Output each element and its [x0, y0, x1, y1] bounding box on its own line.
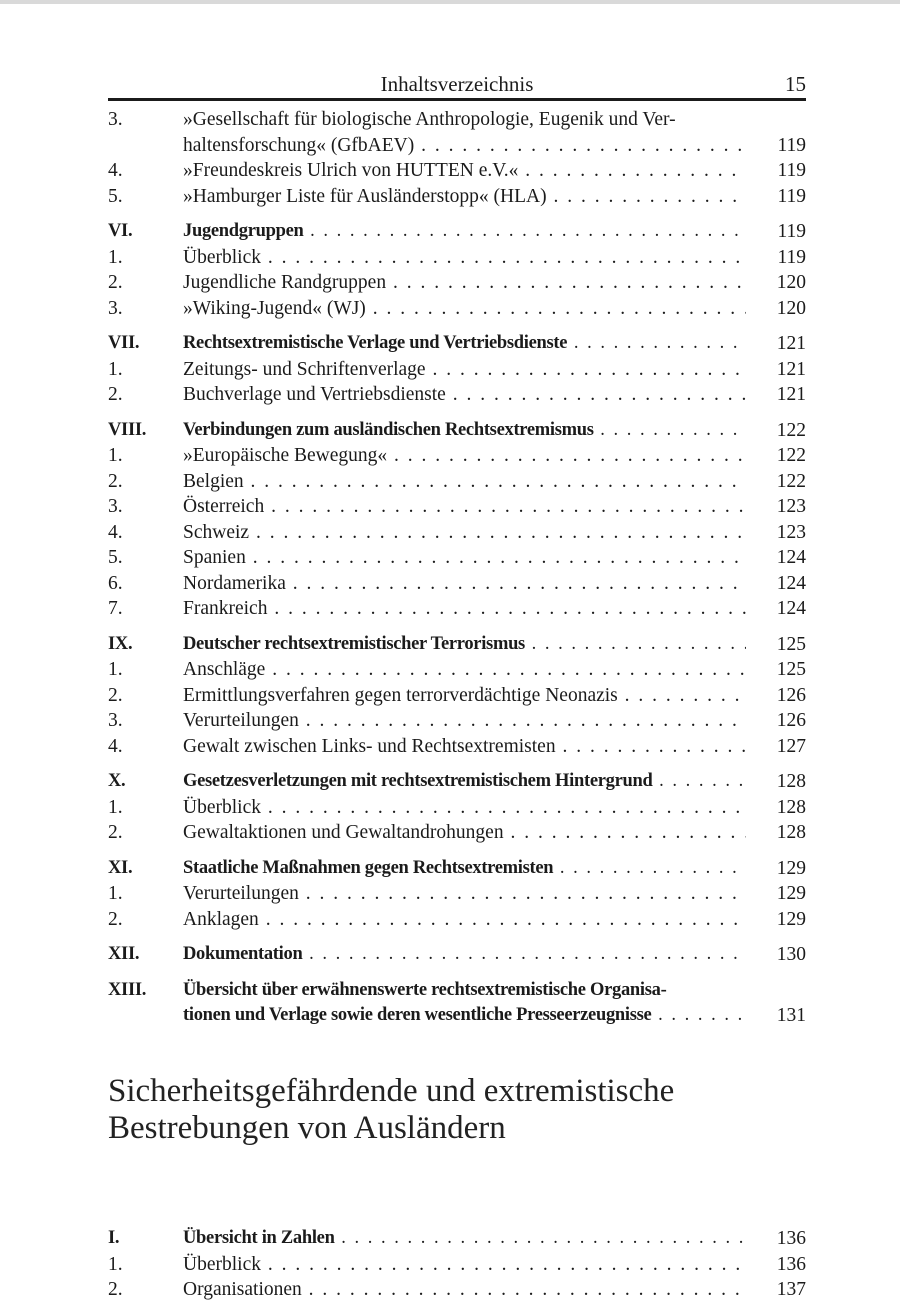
toc-entry: [108, 270, 806, 296]
toc-entry-title: Gesetzesverletzungen mit rechtsextremistischem Hintergrund . . .: [183, 769, 746, 795]
toc-entry-title: tionen und Verlage sowie deren wesentliche Presseerzeugnisse . . .: [183, 1003, 746, 1029]
toc-entry: [108, 469, 806, 495]
toc-entry-title: »Wiking-Jugend« (WJ) . . .: [183, 296, 746, 322]
toc-entry-title: Gewalt zwischen Links- und Rechtsextremisten . . .: [183, 734, 746, 760]
toc-entry-page-number: 119: [777, 160, 806, 181]
toc-entry-title: Jugendgruppen . . .: [183, 219, 746, 245]
toc-entry-title: Überblick . . .: [183, 1252, 746, 1278]
toc-entry: [108, 942, 806, 968]
toc-entry-number: 4.: [108, 160, 123, 181]
toc-entry-number: 2.: [108, 908, 123, 930]
header-rule: [108, 98, 806, 101]
toc-entry-title: Organisationen . . .: [183, 1277, 746, 1303]
toc-entry: [108, 795, 806, 821]
toc-entry-title: Österreich . . .: [183, 494, 746, 520]
toc-gap: [108, 968, 806, 978]
toc-entry-page-number: 124: [776, 547, 806, 568]
toc-entry-page-number: 119: [777, 185, 806, 207]
toc-entry-title: Verurteilungen . . .: [183, 708, 746, 734]
toc-entry-title: Verbindungen zum ausländischen Rechtsextremismus . . .: [183, 418, 746, 444]
toc-gap: [108, 209, 806, 219]
toc-entry: [108, 545, 806, 571]
toc-entry-title: Gewaltaktionen und Gewaltandrohungen . . .: [183, 820, 746, 846]
toc-entry-page-number: 125: [776, 659, 806, 680]
toc-entry-page-number: 123: [776, 521, 806, 543]
toc-entry: [108, 708, 806, 734]
toc-entry: [108, 357, 806, 383]
toc-entry-number: XI.: [108, 857, 133, 878]
toc-entry-title: Übersicht in Zahlen . . .: [183, 1226, 746, 1252]
toc-entry-page-number: 129: [776, 883, 806, 904]
toc-entry-number: 1.: [108, 1253, 123, 1275]
toc-entry-number: I.: [108, 1228, 120, 1248]
toc-entry-title: Deutscher rechtsextremistischer Terrorismus . . .: [183, 632, 746, 658]
toc-entry-title: Schweiz . . .: [183, 520, 746, 546]
section-heading-line-1: Sicherheitsgefährdende und extremistische: [108, 1073, 675, 1109]
toc-entry-page-number: 122: [776, 419, 806, 441]
toc-entry: [108, 331, 806, 357]
toc-gap: [108, 932, 806, 942]
toc-entry-number: 1.: [108, 796, 123, 818]
toc-entry-number: 3.: [108, 297, 123, 319]
toc-entry-title: Dokumentation . . .: [183, 942, 746, 968]
toc-entry-title: »Gesellschaft für biologische Anthropologie, Eugenik und Ver-: [183, 109, 676, 130]
toc-entry-page-number: 123: [776, 496, 806, 517]
toc-entry-number: 1.: [108, 246, 123, 268]
toc-entry-page-number: 122: [776, 445, 806, 466]
toc-entry-number: 2.: [108, 384, 123, 405]
toc-entry-page-number: 121: [776, 333, 806, 354]
toc-entry-page-number: 129: [776, 857, 806, 879]
toc-entry-number: 1.: [108, 445, 123, 466]
toc-entry: [108, 1277, 806, 1303]
toc-entry-number: 4.: [108, 521, 123, 543]
toc-entry: [108, 1226, 806, 1252]
section-heading: [108, 1073, 808, 1147]
toc-entry-number: 5.: [108, 185, 123, 207]
toc-entry-title: Rechtsextremistische Verlage und Vertriebsdienste . . .: [183, 331, 746, 357]
toc-entry-title: Nordamerika . . .: [183, 571, 746, 597]
toc-entry: [108, 657, 806, 683]
toc-entry-page-number: 127: [776, 735, 806, 757]
toc-entry: [108, 978, 806, 1004]
toc-entry-page-number: 136: [776, 1228, 806, 1249]
toc-entry-title: Staatliche Maßnahmen gegen Rechtsextremisten . . .: [183, 856, 746, 882]
toc-entry-page-number: 121: [776, 384, 806, 405]
toc-gap: [108, 408, 806, 418]
running-header-page-number: 15: [785, 72, 806, 96]
toc-entry: [108, 382, 806, 408]
toc-entry-page-number: 137: [776, 1279, 806, 1300]
toc-entry-title: Verurteilungen . . .: [183, 881, 746, 907]
toc-entry: [108, 683, 806, 709]
toc-entry-number: 2.: [108, 272, 123, 293]
toc-entry-number: 1.: [108, 358, 123, 380]
toc-entry-number: 2.: [108, 470, 123, 492]
toc-gap: [108, 622, 806, 632]
toc-entry: [108, 520, 806, 546]
toc-entry-page-number: 126: [776, 684, 806, 706]
table-of-contents-part-2: [108, 1226, 806, 1303]
toc-entry-title: Frankreich . . .: [183, 596, 746, 622]
toc-entry: [108, 1252, 806, 1278]
toc-entry-title: Überblick . . .: [183, 795, 746, 821]
toc-entry: [108, 596, 806, 622]
toc-entry-number: VIII.: [108, 419, 147, 440]
toc-entry-title: »Freundeskreis Ulrich von HUTTEN e.V.« . . .: [183, 158, 746, 184]
toc-entry: [108, 184, 806, 210]
toc-entry-page-number: 136: [776, 1253, 806, 1275]
table-of-contents-part-1: [108, 107, 806, 1029]
toc-entry: [108, 907, 806, 933]
running-header-title: Inhaltsverzeichnis: [380, 72, 534, 96]
toc-entry-number: 3.: [108, 496, 123, 517]
toc-entry-number: 7.: [108, 598, 123, 619]
section-heading-line-2: Bestrebungen von Ausländern: [108, 1110, 506, 1146]
running-header: [108, 70, 806, 98]
toc-entry-number: 2.: [108, 684, 123, 706]
scan-edge: [0, 0, 900, 4]
toc-entry-number: XIII.: [108, 979, 147, 1000]
toc-entry-number: XII.: [108, 944, 140, 964]
toc-entry: [108, 769, 806, 795]
toc-entry: [108, 418, 806, 444]
toc-entry-title: »Hamburger Liste für Ausländerstopp« (HLA) . . .: [183, 184, 746, 210]
toc-entry: [108, 245, 806, 271]
toc-entry-number: 6.: [108, 572, 123, 594]
toc-entry-title: Jugendliche Randgruppen . . .: [183, 270, 746, 296]
toc-entry-title: Anschläge . . .: [183, 657, 746, 683]
toc-entry-number: X.: [108, 771, 126, 791]
toc-entry-number: 4.: [108, 735, 123, 757]
toc-entry-title: Anklagen . . .: [183, 907, 746, 933]
toc-entry: [108, 856, 806, 882]
toc-entry-page-number: 120: [776, 272, 806, 293]
toc-gap: [108, 321, 806, 331]
toc-entry-page-number: 128: [776, 822, 806, 843]
toc-entry-page-number: 122: [776, 470, 806, 492]
toc-entry: [108, 494, 806, 520]
toc-entry-page-number: 126: [776, 710, 806, 731]
toc-entry-page-number: 130: [776, 944, 806, 965]
toc-entry-number: VII.: [108, 333, 140, 353]
toc-entry-number: 2.: [108, 822, 123, 843]
toc-entry: [108, 734, 806, 760]
toc-entry-title: Belgien . . .: [183, 469, 746, 495]
toc-entry-page-number: 119: [777, 246, 806, 268]
toc-entry-title: Zeitungs- und Schriftenverlage . . .: [183, 357, 746, 383]
toc-entry: [108, 632, 806, 658]
toc-entry-number: IX.: [108, 633, 133, 654]
toc-entry: [108, 107, 806, 133]
toc-entry-title: Spanien . . .: [183, 545, 746, 571]
toc-entry: [108, 881, 806, 907]
toc-entry: [108, 133, 806, 159]
toc-entry-number: 2.: [108, 1279, 123, 1300]
toc-entry: [108, 571, 806, 597]
toc-entry-title: haltensforschung« (GfbAEV) . . .: [183, 133, 746, 159]
toc-entry-page-number: 128: [776, 796, 806, 818]
toc-gap: [108, 846, 806, 856]
toc-entry: [108, 158, 806, 184]
toc-entry-number: 1.: [108, 883, 123, 904]
toc-entry-number: 1.: [108, 659, 123, 680]
toc-entry-page-number: 124: [776, 598, 806, 619]
toc-entry-page-number: 121: [776, 358, 806, 380]
toc-entry-page-number: 124: [776, 572, 806, 594]
toc-entry-title: Buchverlage und Vertriebsdienste . . .: [183, 382, 746, 408]
toc-entry-page-number: 131: [776, 1005, 806, 1026]
toc-entry-number: 5.: [108, 547, 123, 568]
toc-entry: [108, 443, 806, 469]
toc-entry: [108, 820, 806, 846]
toc-entry-page-number: 120: [776, 297, 806, 319]
toc-entry: [108, 219, 806, 245]
toc-entry-page-number: 119: [777, 221, 806, 242]
toc-entry-title: »Europäische Bewegung« . . .: [183, 443, 746, 469]
toc-entry: [108, 1003, 806, 1029]
toc-gap: [108, 759, 806, 769]
toc-entry-page-number: 119: [777, 134, 806, 156]
toc-entry-title: Übersicht über erwähnenswerte rechtsextremistische Organisa-: [183, 979, 667, 1000]
toc-entry-title: Überblick . . .: [183, 245, 746, 271]
toc-entry-title: Ermittlungsverfahren gegen terrorverdächtige Neonazis . . .: [183, 683, 746, 709]
toc-entry-page-number: 128: [776, 771, 806, 792]
toc-entry-page-number: 129: [776, 908, 806, 930]
toc-entry-number: 3.: [108, 109, 123, 130]
toc-entry-number: 3.: [108, 710, 123, 731]
toc-entry-number: VI.: [108, 221, 133, 241]
toc-entry-page-number: 125: [776, 633, 806, 655]
toc-entry: [108, 296, 806, 322]
